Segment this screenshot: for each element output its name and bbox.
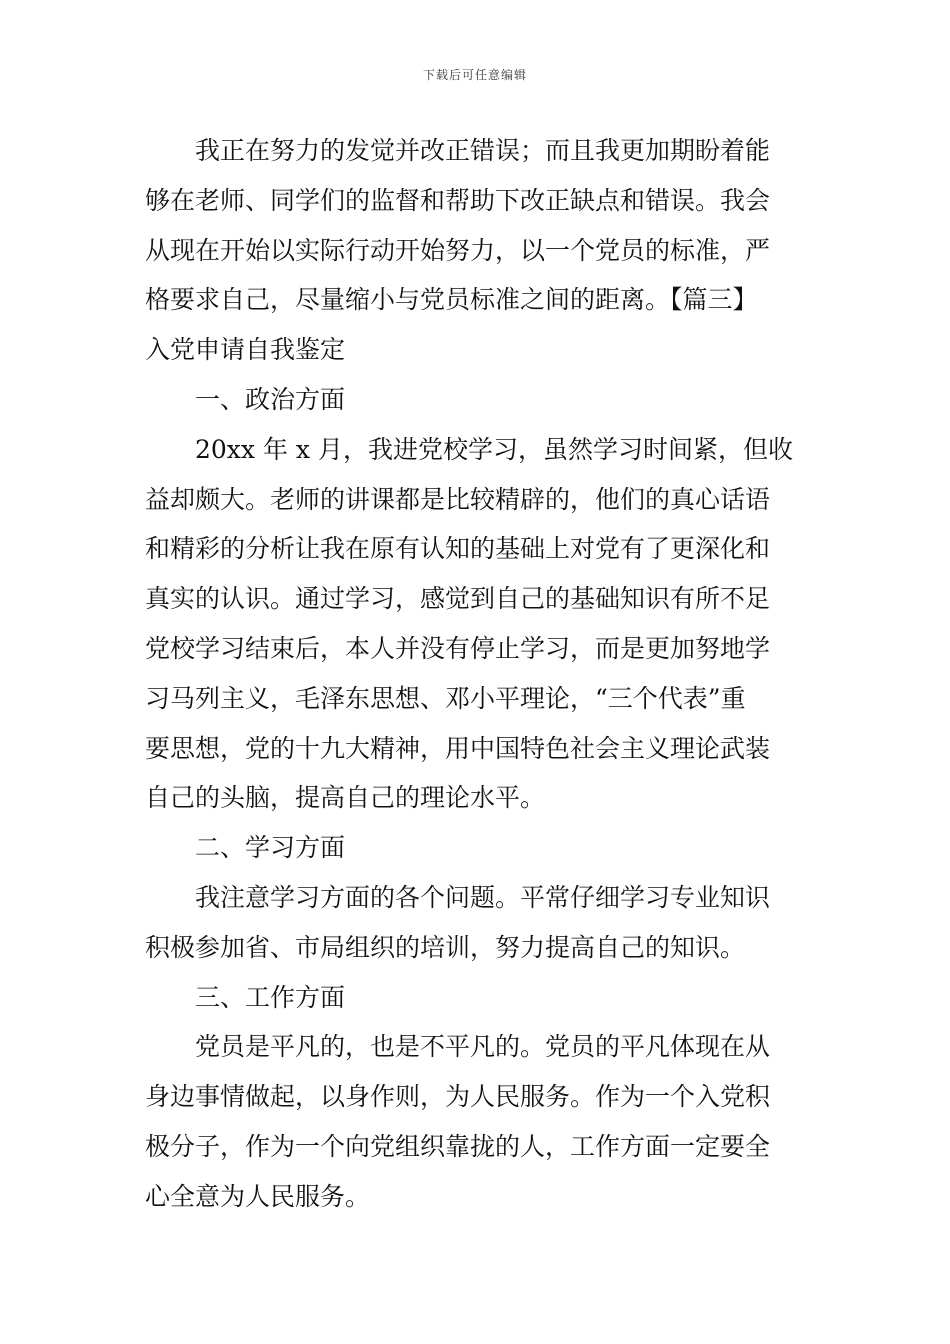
text-line: 20xx 年 x 月，我进党校学习，虽然学习时间紧，但收 [195,434,793,464]
text-line: 和精彩的分析让我在原有认知的基础上对党有了更深化和 [145,534,771,564]
text-line: 党员是平凡的，也是不平凡的。党员的平凡体现在从 [195,1032,771,1062]
text-line: 益却颇大。老师的讲课都是比较精辟的，他们的真心话语 [145,484,771,514]
text-line: 习马列主义，毛泽东思想、邓小平理论，“三个代表”重 [145,683,746,713]
section-heading-study: 二、学习方面 [195,833,346,863]
text-line: 我正在努力的发觉并改正错误；而且我更加期盼着能 [195,136,771,165]
page-header: 下载后可任意编辑 [422,68,527,82]
section-heading-politics: 一、政治方面 [195,384,346,414]
text-line: 我注意学习方面的各个问题。平常仔细学习专业知识 [195,882,771,912]
text-line: 要思想，党的十九大精神，用中国特色社会主义理论武装 [145,733,771,763]
text-line: 积极参加省、市局组织的培训，努力提高自己的知识。 [145,932,746,962]
text-line: 够在老师、同学们的监督和帮助下改正缺点和错误。我会 [145,185,771,215]
text-line: 身边事情做起，以身作则，为人民服务。作为一个入党积 [145,1082,771,1112]
section-heading-work: 三、工作方面 [195,982,346,1012]
text-line: 格要求自己，尽量缩小与党员标准之间的距离。【篇三】 [145,285,758,315]
text-line: 自己的头脑，提高自己的理论水平。 [145,783,546,813]
text-line: 从现在开始以实际行动开始努力，以一个党员的标准，严 [145,235,771,265]
text-line: 真实的认识。通过学习，感觉到自己的基础知识有所不足 [145,584,771,614]
section-title: 入党申请自我鉴定 [145,335,346,365]
document-body [145,126,805,1222]
text-line: 极分子，作为一个向党组织靠拢的人，工作方面一定要全 [145,1131,771,1161]
text-line: 心全意为人民服务。 [145,1181,371,1211]
text-line: 党校学习结束后，本人并没有停止学习，而是更加努地学 [145,633,771,663]
